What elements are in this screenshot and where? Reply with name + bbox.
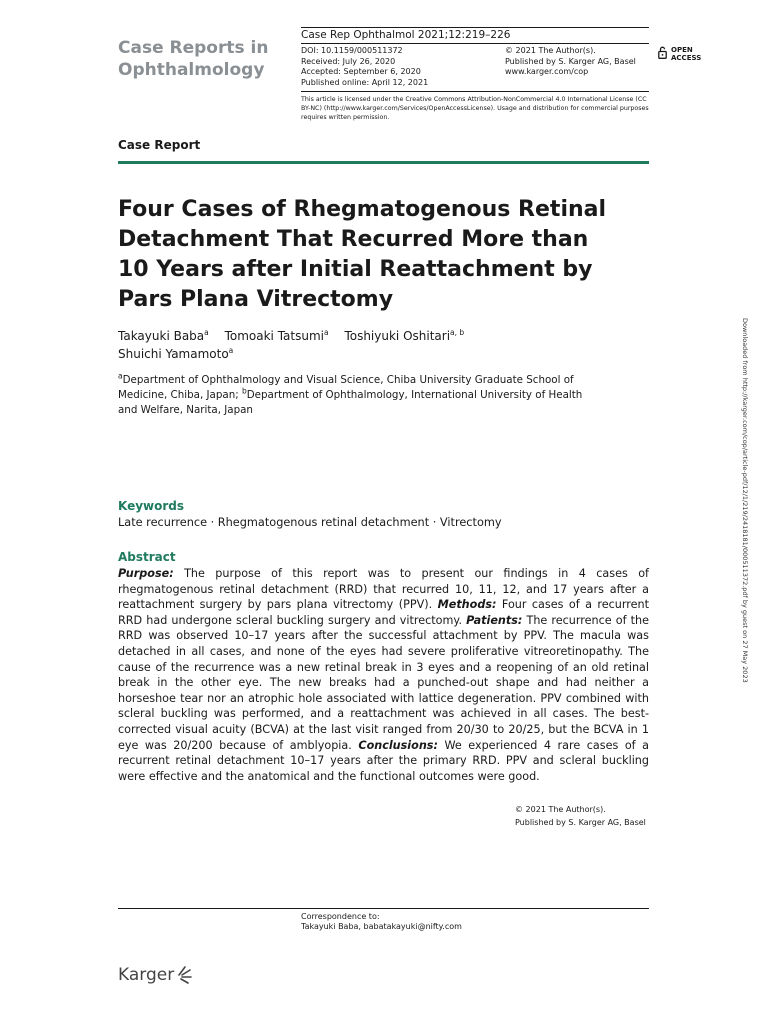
patients-label: Patients: xyxy=(466,613,523,627)
doi[interactable]: DOI: 10.1159/000511372 xyxy=(301,46,403,55)
author[interactable]: Shuichi Yamamoto$^a$ xyxy=(118,346,234,361)
author[interactable]: Tomoaki Tatsumi$^a$ xyxy=(224,328,329,343)
abstract-body: Purpose: The purpose of this report was to present our findings in 4 cases of rhegmatogenous retinal detachment (RRD) that recurred 10, 11, 12, and 17 years after a reattachment surgery by pars plana vitrectomy (PPV). Methods: Four cases of a recurrent RRD had undergone scleral buckling surgery and vitrectomy. Patients: The recurrence of the RRD was observed 10–17 years after the successful attachment by PPV. The macula was detached in all cases, and none of the eyes had severe proliferative vitreoretinopathy. The cause of the recurrence was a new retinal break in 3 eyes and a reopening of an old retinal break in the other eye. The new breaks had a punched-out shape and had neither a horseshoe tear nor an atrophic hole associated with lattice degeneration. PPV combined with scleral buckling was performed, and a reattachment was achieved in all cases. The best-corrected visual acuity (BCVA) at the last visit ranged from 20/30 to 20/25, but the BCVA in 1 eye was 20/200 because of amblyopia. Conclusions: We experienced 4 rare cases of a recurrent retinal detachment 10–17 years after the primary RRD. PPV and scleral buckling were effective and the anatomical and the functional outcomes were good. xyxy=(118,567,649,783)
journal-url[interactable]: www.karger.com/cop xyxy=(505,67,589,76)
publisher-line: Published by S. Karger AG, Basel xyxy=(505,56,636,66)
citation: Case Rep Ophthalmol 2021;12:219–226 xyxy=(301,29,511,41)
author[interactable]: Takayuki Baba$^a$ xyxy=(118,328,209,343)
publisher-logo xyxy=(118,965,194,985)
author[interactable]: Toshiyuki Oshitari$^{a, b}$ xyxy=(344,328,465,343)
abstract-heading: Abstract xyxy=(118,550,176,564)
karger-mark-icon xyxy=(176,965,194,985)
open-access-label-2: ACCESS xyxy=(671,54,702,62)
article-type: Case Report xyxy=(118,138,201,152)
keywords-heading: Keywords xyxy=(118,499,185,513)
correspondence-contact[interactable]: Takayuki Baba, babatakayuki@nifty.com xyxy=(301,922,462,931)
open-access-badge xyxy=(658,46,701,62)
accepted-date: Accepted: September 6, 2020 xyxy=(301,67,421,76)
methods-label: Methods: xyxy=(437,598,497,612)
publisher-name: Karger xyxy=(118,965,175,985)
published-date: Published online: April 12, 2021 xyxy=(301,77,429,87)
footer-rule xyxy=(118,908,649,909)
header-rule-middle xyxy=(301,43,649,44)
affiliations: $^a$Department of Ophthalmology and Visual Science, Chiba University Graduate School of Medicine, Chiba, Japan; $^b$Department of Ophthalmology, International University of Health and Welfare, Narita, Japan xyxy=(118,371,583,416)
correspondence-label: Correspondence to: xyxy=(301,912,380,921)
open-lock-icon xyxy=(658,46,667,59)
author-list xyxy=(118,327,648,363)
keywords-list: Late recurrence · Rhegmatogenous retinal detachment · Vitrectomy xyxy=(118,516,502,529)
journal-name: Case Reports in Ophthalmology xyxy=(118,38,269,80)
publisher-meta xyxy=(505,46,636,78)
header-rule-top xyxy=(301,27,649,28)
open-access-label-1: OPEN xyxy=(671,46,693,54)
received-date: Received: July 26, 2020 xyxy=(301,56,396,66)
license-text: This article is licensed under the Creative Commons Attribution-NonCommercial 4.0 International License (CC BY-NC) (http://www.karger.com/Services/OpenAccessLicense). Usage and distribution for commercial purposes requires written permission. xyxy=(301,96,649,121)
conclusions-label: Conclusions: xyxy=(358,738,438,752)
abstract-copyright: © 2021 The Author(s). Published by S. Karger AG, Basel xyxy=(515,805,646,827)
copyright-line: © 2021 The Author(s). xyxy=(505,46,596,55)
article-meta xyxy=(301,46,428,88)
header-rule-bottom xyxy=(301,91,649,92)
download-note: Downloaded from http://karger.com/cop/article-pdf/12/1/219/2418181/000511372.pdf by guest on 27 May 2023 xyxy=(741,318,749,683)
correspondence xyxy=(301,912,462,932)
section-divider xyxy=(118,161,649,164)
article-title: Four Cases of Rhegmatogenous Retinal Detachment That Recurred More than 10 Years after Initial Reattachment by Pars Plana Vitrectomy xyxy=(118,197,607,312)
purpose-label: Purpose: xyxy=(118,567,174,580)
